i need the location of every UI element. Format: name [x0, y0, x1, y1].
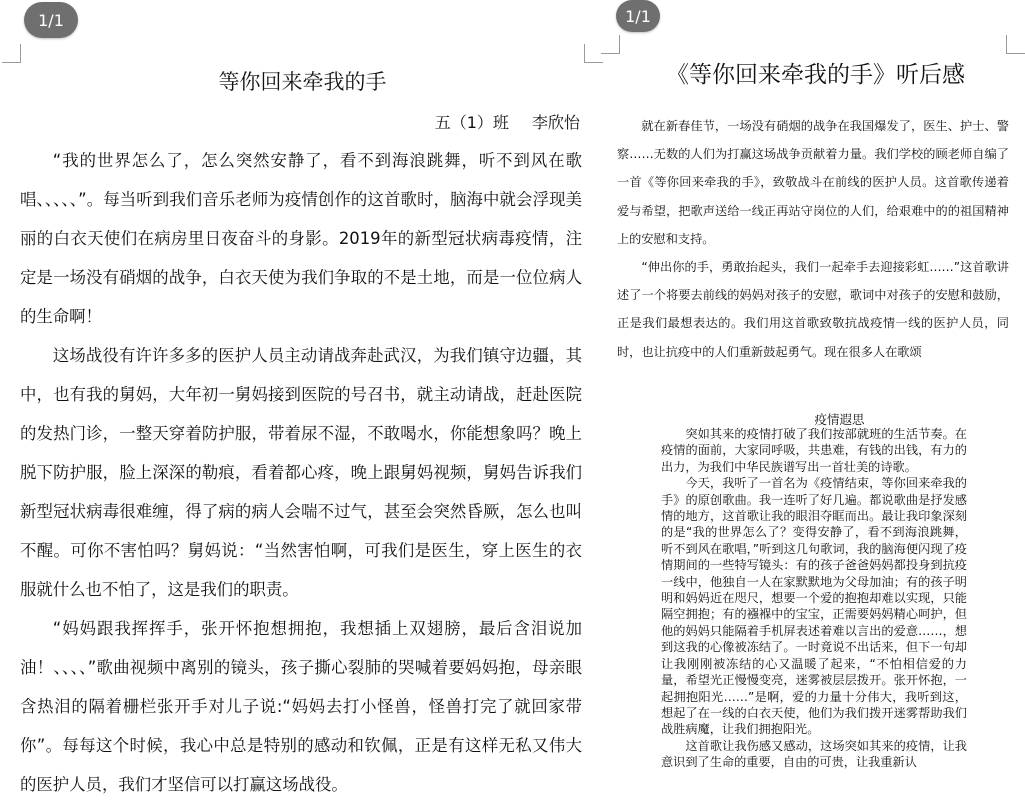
page-indicator-text: 1/1: [625, 6, 651, 26]
page-indicator-text: 1/1: [38, 10, 64, 30]
crop-mark: [1006, 35, 1025, 54]
document-title: 等你回来牵我的手: [218, 70, 387, 94]
body-paragraph: 这首歌让我伤感又感动，这场突如其来的疫情，让我意识到了生命的重要，自由的可贵，让我重新认: [661, 738, 967, 770]
body-paragraph: 今天，我听了一首名为《疫情结束，等你回来牵我的手》的原创歌曲。我一连听了好几遍。都说歌曲是抒发感情的地方，这首歌让我的眼泪夺眶而出。最让我印象深刻的是“我的世界怎么了？变得安静了，看不到海浪跳舞，听不到风在歌唱，”听到这几句歌词，我的脑海便闪现了疫情期间的一些特写镜头：有的孩子爸爸妈妈都投身到抗疫一线中，他独自一人在家默默地为父母加油；有的孩子明明和妈妈近在咫尺，想要一个爱的抱抱却难以实现，只能隔空拥抱；有的襁褓中的宝宝，正需要妈妈精心呵护，但他的妈妈只能隔着手机屏表述着难以言出的爱意……，想到这我的心像被冻结了。一时竟说不出话来，但下一句却让我刚刚被冻结的心又温暖了起来，“不怕相信爱的力量，希望光正慢慢变亮，迷雾被层层拨开。张开怀抱，一起拥抱阳光……”是啊，爱的力量十分伟大，我听到这，想起了在一线的白衣天使，他们为我们拨开迷雾帮助我们战胜病魔，让我们拥抱阳光。: [661, 476, 967, 737]
body-paragraph: “妈妈跟我挥挥手，张开怀抱想拥抱，我想插上双翅膀，最后含泪说加油！、、、、”歌曲视频中离别的镜头，孩子撕心裂肺的哭喊着要妈妈抱，母亲眼含热泪的隔着栅栏张开手对儿子说:“妈妈去打小怪兽，怪兽打完了就回家带你”。每每这个时候，我心中总是特别的感动和钦佩，正是有这样无私又伟大的医护人员，我们才坚信可以打赢这场战役。: [20, 619, 582, 794]
document-body: [617, 112, 1009, 366]
right-bottom-document-page: [655, 400, 1024, 768]
right-top-document-page: [607, 0, 1024, 384]
page-indicator-badge: [616, 0, 660, 32]
body-paragraph: 这场战役有许许多多的医护人员主动请战奔赴武汉，为我们镇守边疆，其中，也有我的舅妈，大年初一舅妈接到医院的号召书，就主动请战，赶赴医院的发热门诊，一整天穿着防护服，带着尿不湿，不敢喝水，你能想象吗？晚上脱下防护服，脸上深深的勒痕，看着都心疼，晚上跟舅妈视频，舅妈告诉我们新型冠状病毒很难缠，得了病的病人会喘不过气，甚至会突然昏厥，怎么也叫不醒。可你不害怕吗？舅妈说：“当然害怕啊，可我们是医生，穿上医生的衣服就什么也不怕了，这是我们的职责。: [20, 346, 582, 599]
body-paragraph: 就在新春佳节，一场没有硝烟的战争在我国爆发了，医生、护士、警察……无数的人们为打赢这场战争贡献着力量。我们学校的顾老师自编了一首《等你回来牵我的手》，致敬战斗在前线的医护人员。这首歌传递着爱与希望，把歌声送给一线正再站守岗位的人们，给艰难中的的祖国精神上的安慰和支持。: [617, 119, 1009, 246]
document-title: 《等你回来牵我的手》听后感: [666, 62, 965, 88]
body-paragraph: “我的世界怎么了，怎么突然安静了，看不到海浪跳舞，听不到风在歌唱、、、、、”。每当听到我们音乐老师为疫情创作的这首歌时，脑海中就会浮现美丽的白衣天使们在病房里日夜奋斗的身影。2019年的新型冠状病毒疫情，注定是一场没有硝烟的战争，白衣天使为我们争取的不是土地，而是一位位病人的生命啊！: [20, 151, 582, 326]
document-body: [20, 141, 582, 804]
page-indicator-badge: [24, 2, 78, 38]
document-title: 疫情遐思: [814, 412, 865, 427]
document-author: 五（1）班 李欣怡: [434, 113, 580, 132]
crop-mark: [2, 44, 21, 63]
document-body: [661, 426, 967, 771]
crop-mark: [601, 35, 620, 54]
body-paragraph: “伸出你的手，勇敢抬起头，我们一起牵手去迎接彩虹……”这首歌讲述了一个将要去前线的妈妈对孩子的安慰，歌词中对孩子的安慰和鼓励，正是我们最想表达的。我们用这首歌致敬抗战疫情一线的医护人员，同时，也让抗疫中的人们重新鼓起勇气。现在很多人在歌颂: [617, 260, 1009, 359]
body-paragraph: 突如其来的疫情打破了我们按部就班的生活节奏。在疫情的面前，大家同呼吸，共患难，有钱的出钱，有力的出力，为我们中华民族谱写出一首壮美的诗歌。: [661, 427, 967, 474]
